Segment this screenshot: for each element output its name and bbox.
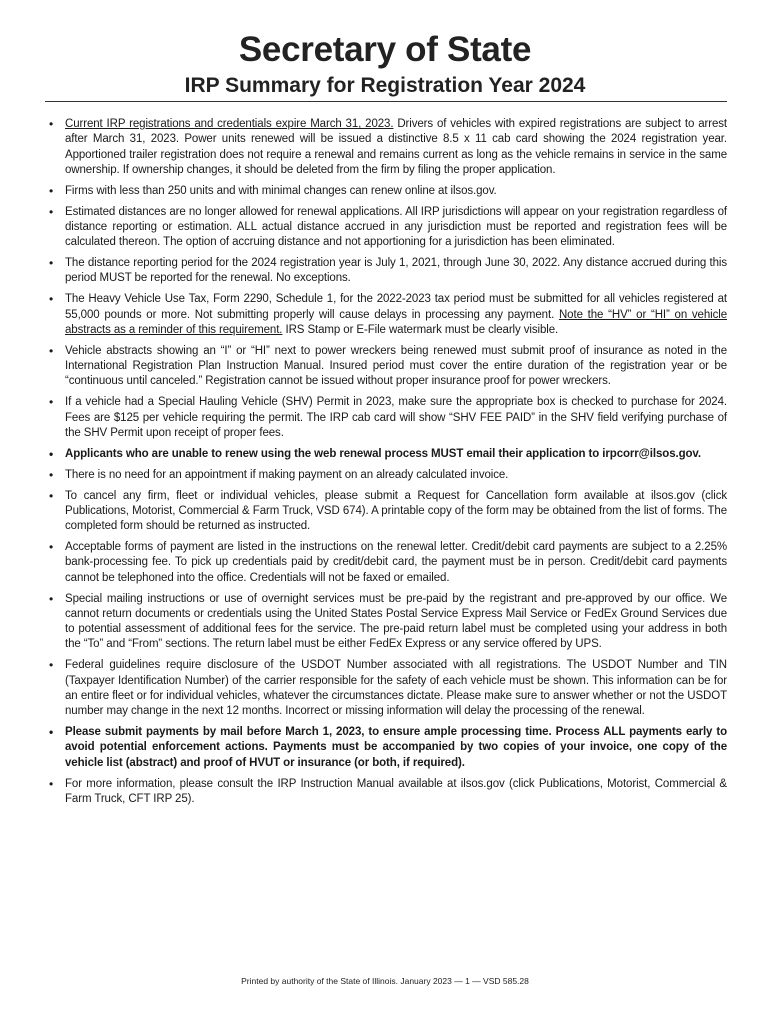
list-item — [45, 117, 727, 178]
summary-list — [45, 117, 727, 813]
list-item — [45, 725, 727, 771]
payment-deadline-notice: Please submit payments by mail before March 1, 2023, to ensure ample processing time. Process ALL payments early to avoid potential enforcement actions. Payments must be accompanied by two copies of your invoice, one copy of the vehicle list (abstract) and proof of HVUT or insurance (or both, if required). — [65, 726, 727, 769]
bullet-icon: • — [49, 292, 54, 307]
list-item — [45, 395, 727, 441]
list-item-text: Acceptable forms of payment are listed in the instructions on the renewal letter. Credit/debit card payments are subject to a 2.25% bank-processing fee. To pick up credentials paid by credit/debit card, the payment must be in person. Credit/debit card payments cannot be telephoned into the office. Credentials will not be faxed or emailed. — [65, 541, 727, 584]
list-item — [45, 292, 727, 338]
list-item — [45, 777, 727, 808]
bullet-icon: • — [49, 776, 54, 791]
list-item — [45, 344, 727, 390]
bullet-icon: • — [49, 117, 54, 131]
list-item-text: For more information, please consult the IRP Instruction Manual available at ilsos.gov (click Publications, Motorist, Commercial & Farm Truck, CFT IRP 25). — [65, 777, 727, 805]
footer-print-notice: Printed by authority of the State of Illinois. January 2023 — 1 — VSD 585.28 — [241, 976, 529, 986]
email-renewal-notice: Applicants who are unable to renew using the web renewal process MUST email their application to irpcorr@ilsos.gov. — [65, 447, 701, 460]
hvut-reminder-note: Note the “HV” or “HI” on vehicle abstracts as a reminder of this requirement. — [65, 308, 728, 336]
list-item-text: Vehicle abstracts showing an “I” or “HI” next to power wreckers being renewed must submit proof of insurance as noted in the International Registration Plan Instruction Manual. Insured period must cover the entire duration of the registration year or be “continuous until canceled.” Registration cannot be issued without proper insurance proof for power wreckers. — [65, 344, 727, 388]
bullet-icon: • — [49, 540, 54, 555]
bullet-icon: • — [49, 256, 54, 271]
bullet-icon: • — [49, 591, 54, 606]
list-item-text: Drivers of vehicles with expired registrations are subject to arrest after March 31, 2023. Power units renewed will be issued a distinctive 8.5 x 11 cab card showing the 2024 registration year. Apportioned trailer registration does not require a renewal and remains current as long as the vehicle remains in service in the same ownership. If ownership changes, it should be deleted from the firm by filing the proper application. — [65, 118, 727, 176]
list-item-text: Special mailing instructions or use of overnight services must be pre-paid by the registrant and pre-approved by our office. We cannot return documents or credentials using the United States Postal Service Express Mail Service or FedEx Ground Services due to potential assessment of additional fees for the service. The pre-paid return label must be completed using your address in both the “To” and “From” sections. The return label must be either FedEx Express or any service offered by UPS. — [65, 592, 727, 651]
bullet-icon: • — [49, 658, 54, 673]
list-item — [45, 447, 727, 462]
page-subtitle: IRP Summary for Registration Year 2024 — [184, 74, 586, 97]
list-item — [45, 658, 727, 719]
list-item — [45, 256, 727, 287]
list-item-text: To cancel any firm, fleet or individual vehicles, please submit a Request for Cancellation form available at ilsos.gov (click Publications, Motorist, Commercial & Farm Truck, VSD 674). A printable copy of the form may be obtained from the list of forms. The completed form should be returned as instructed. — [65, 489, 727, 533]
header-divider — [45, 101, 727, 102]
list-item-text: There is no need for an appointment if making payment on an already calculated invoice. — [65, 468, 509, 481]
list-item-text: The distance reporting period for the 2024 registration year is July 1, 2021, through June 30, 2022. Any distance accrued during this period MUST be reported for the renewal. No exceptions. — [65, 257, 727, 285]
bullet-icon: • — [49, 204, 54, 219]
list-item-text: Estimated distances are no longer allowed for renewal applications. All IRP jurisdictions will appear on your registration regardless of distance reporting or estimation. ALL actual distance accrued in any jurisdiction must be reported and registration fees will be calculated thereon. The option of accruing distance and not apportioning for a jurisdiction has been eliminated. — [65, 205, 727, 249]
expiration-notice: Current IRP registrations and credentials expire March 31, 2023. — [65, 118, 394, 130]
list-item-text: The Heavy Vehicle Use Tax, Form 2290, Schedule 1, for the 2022-2023 tax period must be submitted for all vehicles registered at 55,000 pounds or more. Not submitting properly will cause delays in processing any payment. — [65, 293, 727, 321]
list-item — [45, 184, 727, 199]
bullet-icon: • — [49, 467, 54, 482]
bullet-icon: • — [49, 488, 54, 503]
list-item — [45, 540, 727, 586]
list-item — [45, 468, 727, 483]
bullet-icon: • — [49, 395, 54, 410]
list-item — [45, 205, 727, 251]
bullet-icon: • — [49, 183, 54, 198]
list-item-text: IRS Stamp or E-File watermark must be clearly visible. — [282, 323, 559, 336]
bullet-icon: • — [49, 343, 54, 358]
bullet-icon: • — [49, 725, 54, 740]
list-item — [45, 489, 727, 535]
list-item-text: Federal guidelines require disclosure of the USDOT Number associated with all registrations. The USDOT Number and TIN (Taxpayer Identification Number) of the carrier responsible for the safety of each vehicle must be shown. This information can be for an entire fleet or for individual vehicles, whatever the circumstances dictate. Please make sure to answer whether or not the USDOT number may change in the next 12 months. Incorrect or missing information will delay the processing of the renewal. — [65, 659, 727, 718]
bullet-icon: • — [49, 446, 54, 461]
list-item-text: If a vehicle had a Special Hauling Vehicle (SHV) Permit in 2023, make sure the appropriate box is checked to purchase for 2024. Fees are $125 per vehicle requiring the permit. The IRP cab card will show “SHV FEE PAID” in the SHV field verifying purchase of the SHV Permit upon receipt of proper fees. — [65, 396, 727, 439]
page-title: Secretary of State — [238, 30, 532, 69]
list-item-text: Firms with less than 250 units and with minimal changes can renew online at ilsos.gov. — [65, 184, 497, 197]
list-item — [45, 592, 727, 653]
